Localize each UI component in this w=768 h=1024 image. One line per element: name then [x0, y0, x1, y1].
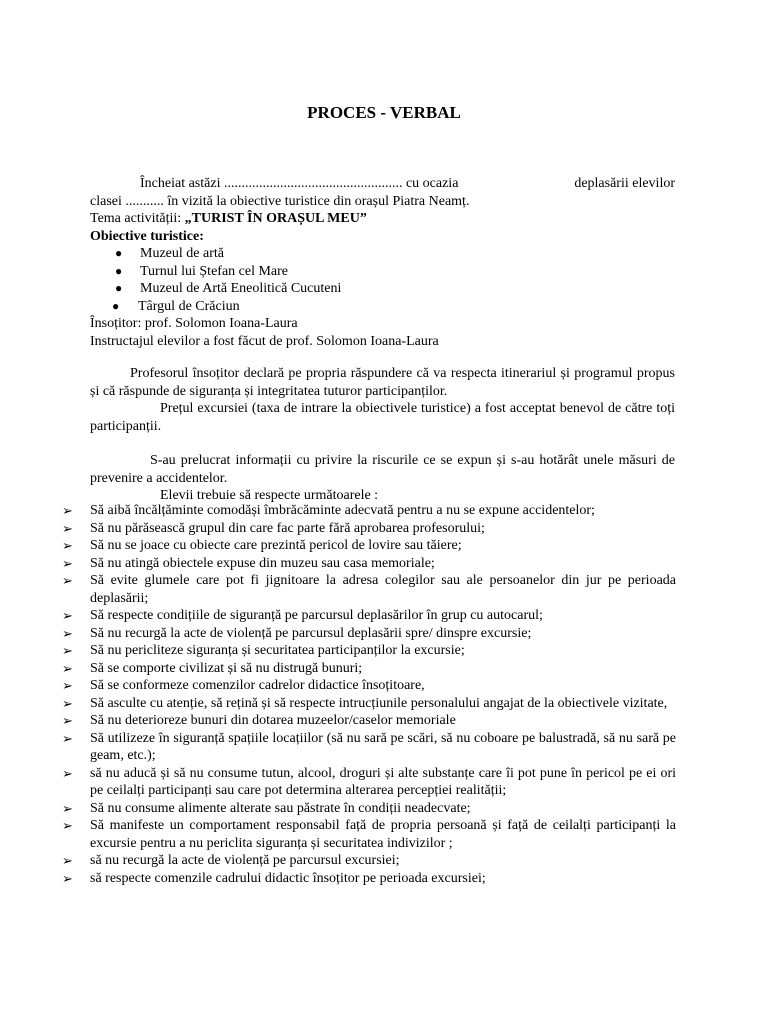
- instructaj-line: Instructajul elevilor a fost făcut de prof. Solomon Ioana-Laura: [90, 333, 439, 349]
- tema-value: „TURIST ÎN ORAȘUL MEU”: [184, 211, 367, 226]
- rule-item: [45, 537, 676, 555]
- arrow-bullet-icon: ➢: [62, 503, 73, 518]
- rule-item: [45, 817, 676, 852]
- insotitor-line: Însoțitor: prof. Solomon Ioana-Laura: [90, 316, 298, 331]
- arrow-bullet-icon: ➢: [62, 573, 73, 588]
- obiective-heading: Obiective turistice:: [90, 228, 204, 244]
- list-item: [90, 298, 675, 316]
- rule-text: să respecte comenzile cadrului didactic însoțitor pe perioada excursiei;: [90, 870, 486, 886]
- rule-item: [45, 695, 676, 713]
- intro-line-1: [90, 175, 675, 193]
- rule-text: Să nu deterioreze bunuri din dotarea muzeelor/caselor memoriale: [90, 713, 456, 728]
- rule-item: [45, 765, 676, 800]
- rule-text: Să nu consume alimente alterate sau păstrate în condiții neadecvate;: [90, 800, 471, 816]
- rule-text: să nu recurgă la acte de violență pe parcursul excursiei;: [90, 853, 400, 868]
- intro-line-2: clasei ........... în vizită la obiective turistice din orașul Piatra Neamț.: [90, 193, 470, 209]
- list-item: [90, 245, 675, 263]
- rules-list: [45, 502, 676, 887]
- rule-item: [45, 502, 676, 520]
- rule-text: Să asculte cu atenție, să rețină și să respecte intrucțiunile personalului angajat de la obiectivele vizitate,: [90, 695, 668, 711]
- arrow-bullet-icon: ➢: [62, 818, 73, 833]
- arrow-bullet-icon: ➢: [62, 870, 73, 886]
- document-title: PROCES - VERBAL: [307, 103, 461, 122]
- obiective-list: [90, 245, 675, 315]
- paragraph-section-1: [90, 365, 675, 435]
- arrow-bullet-icon: ➢: [62, 643, 73, 658]
- rule-text: Să nu se joace cu obiecte care prezintă pericol de lovire sau tăiere;: [90, 538, 462, 553]
- paragraph-riscuri: S-au prelucrat informații cu privire la riscurile ce se expun și s-au hotărât unele măsuri de prevenire a accidentelor.: [90, 453, 675, 486]
- rule-text: Să evite glumele care pot fi jignitoare la adresa colegilor sau ale persoanelor din jur pe perioada deplasării;: [90, 573, 676, 606]
- arrow-bullet-icon: ➢: [62, 713, 73, 728]
- list-item-label: Muzeul de Artă Eneolitică Cucuteni: [140, 281, 342, 296]
- bullet-icon: ●: [115, 246, 123, 260]
- paragraph-section-2: [90, 452, 675, 505]
- rule-item: [45, 555, 676, 573]
- arrow-bullet-icon: ➢: [62, 538, 73, 553]
- arrow-bullet-icon: ➢: [62, 555, 73, 571]
- bullet-icon: ●: [112, 298, 120, 313]
- rule-text: Să nu atingă obiectele expuse din muzeu sau casa memoriale;: [90, 555, 435, 571]
- rule-item: [45, 852, 676, 870]
- rule-item: [45, 642, 676, 660]
- list-item: [90, 263, 675, 281]
- paragraph-pret: Prețul excursiei (taxa de intrare la obiectivele turistice) a fost acceptat benevol de către toți participanții.: [90, 401, 675, 434]
- rule-text: Să nu recurgă la acte de violență pe parcursul deplasării spre/ dinspre excursie;: [90, 625, 532, 641]
- paragraph-elevii: Elevii trebuie să respecte următoarele :: [160, 488, 379, 503]
- intro-section: [90, 175, 675, 350]
- rule-text: Să aibă încălțăminte comodăși îmbrăcăminte adecvată pentru a nu se expune accidentelor;: [90, 503, 595, 518]
- arrow-bullet-icon: ➢: [62, 678, 73, 693]
- rule-text: Să nu pericliteze siguranța și securitatea participanților la excursie;: [90, 643, 465, 658]
- intro-line-1-left: Încheiat astăzi ................................................... cu ocazia: [140, 176, 459, 191]
- rule-item: [45, 870, 676, 888]
- rule-item: [45, 712, 676, 730]
- rule-text: Să se conformeze comenzilor cadrelor didactice însoțitoare,: [90, 678, 425, 693]
- bullet-icon: ●: [115, 263, 123, 278]
- rule-item: [45, 607, 676, 625]
- rule-item: [45, 625, 676, 643]
- rule-text: Să nu părăsească grupul din care fac parte fără aprobarea profesorului;: [90, 520, 485, 536]
- arrow-bullet-icon: ➢: [62, 800, 73, 816]
- arrow-bullet-icon: ➢: [62, 660, 73, 676]
- arrow-bullet-icon: ➢: [62, 730, 73, 746]
- rule-text: Să respecte condițiile de siguranță pe parcursul deplasărilor în grup cu autocarul;: [90, 608, 543, 623]
- bullet-icon: ●: [115, 281, 123, 295]
- rule-item: [45, 800, 676, 818]
- rule-text: Să se comporte civilizat și să nu distrugă bunuri;: [90, 660, 363, 676]
- intro-line-1-right: deplasării elevilor: [574, 176, 675, 191]
- arrow-bullet-icon: ➢: [62, 625, 73, 641]
- rule-item: [45, 677, 676, 695]
- list-item: [90, 280, 675, 298]
- tema-line: [90, 210, 675, 228]
- paragraph-declaratie: Profesorul însoțitor declară pe propria răspundere că va respecta itinerariul și programul propus și că răspunde de siguranța și integritatea tuturor participanților.: [90, 366, 675, 399]
- rule-text: Să manifeste un comportament responsabil față de propria persoană și față de ceilalți participanți la excursie pentru a nu periclita siguranța și securitatea indivizilor ;: [90, 818, 676, 851]
- rule-item: [45, 572, 676, 607]
- arrow-bullet-icon: ➢: [62, 765, 73, 781]
- arrow-bullet-icon: ➢: [62, 853, 73, 868]
- arrow-bullet-icon: ➢: [62, 520, 73, 536]
- rule-text: Să utilizeze în siguranță spațiile locațiilor (să nu sară pe scări, să nu coboare pe balustradă, să nu sară pe geam, etc.);: [90, 730, 676, 763]
- list-item-label: Târgul de Crăciun: [138, 298, 240, 314]
- list-item-label: Muzeul de artă: [140, 246, 224, 261]
- rules-section: [62, 502, 676, 887]
- rule-item: [45, 520, 676, 538]
- rule-item: [45, 660, 676, 678]
- tema-label: Tema activității:: [90, 211, 185, 226]
- list-item-label: Turnul lui Ștefan cel Mare: [140, 263, 289, 279]
- arrow-bullet-icon: ➢: [62, 608, 73, 623]
- rule-item: [45, 730, 676, 765]
- rule-text: să nu aducă și să nu consume tutun, alcool, droguri și alte substanțe care îi pot pune în pericol pe ei ori pe ceilalți participanți sau care pot determina alterarea percepției realității;: [90, 765, 676, 798]
- arrow-bullet-icon: ➢: [62, 695, 73, 711]
